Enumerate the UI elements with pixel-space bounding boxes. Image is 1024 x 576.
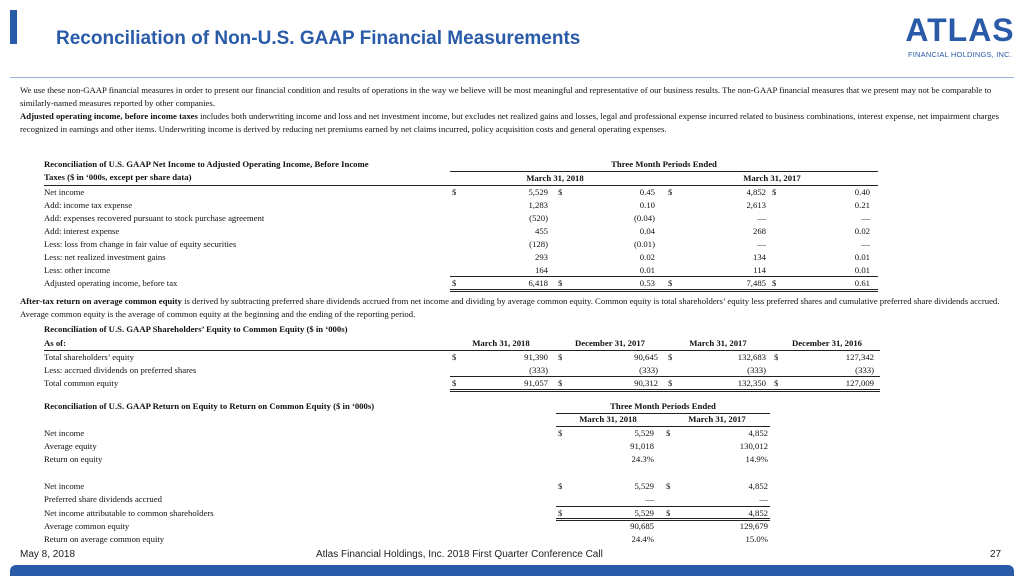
- row-label: Net income: [44, 481, 85, 491]
- row-label: Total common equity: [44, 378, 119, 388]
- equity-value: 132,350: [737, 378, 766, 388]
- per-share-2017: —: [861, 213, 870, 223]
- per-share-2018: 0.04: [639, 226, 655, 236]
- equity-value: 90,312: [634, 378, 658, 388]
- amount-2018: 1,283: [528, 200, 548, 210]
- currency-symbol: $: [666, 481, 671, 491]
- value-2018: 5,529: [634, 508, 654, 518]
- row-label: Net income attributable to common shareholders: [44, 508, 214, 518]
- equity-value: (333): [639, 365, 658, 375]
- currency-symbol: $: [558, 378, 563, 388]
- row-label: Adjusted operating income, before tax: [44, 278, 178, 288]
- logo-tagline: FINANCIAL HOLDINGS, INC.: [907, 50, 1013, 59]
- t2-title: Reconciliation of U.S. GAAP Shareholders’ Equity to Common Equity ($ in ‘000s): [44, 324, 348, 334]
- row-label: Return on equity: [44, 454, 103, 464]
- currency-symbol: $: [558, 508, 563, 518]
- currency-symbol: $: [558, 481, 563, 491]
- row-label: Average common equity: [44, 521, 130, 531]
- equity-value: 127,342: [845, 352, 874, 362]
- row-label: Less: net realized investment gains: [44, 252, 166, 262]
- t1-title-line2: Taxes ($ in ‘000s, except per share data): [44, 172, 192, 182]
- t2-asof: As of:: [44, 338, 66, 348]
- amount-2018: 5,529: [528, 187, 548, 197]
- value-2018: 5,529: [634, 428, 654, 438]
- t2-col-1: March 31, 2018: [472, 338, 530, 348]
- t1-col-2018: March 31, 2018: [526, 173, 584, 183]
- currency-symbol: $: [668, 352, 673, 362]
- value-2018: 24.4%: [631, 534, 654, 544]
- currency-symbol: $: [666, 508, 671, 518]
- t2-col-3: March 31, 2017: [689, 338, 747, 348]
- t3-row: [0, 493, 1024, 506]
- logo-wordmark: ATLAS: [905, 12, 1015, 48]
- t3-row: [0, 440, 1024, 453]
- per-share-2017: 0.01: [854, 252, 870, 262]
- per-share-2018: 0.01: [639, 265, 655, 275]
- row-label: Less: loss from change in fair value of equity securities: [44, 239, 237, 249]
- row-label: Preferred share dividends accrued: [44, 494, 162, 504]
- amount-2017: 268: [752, 226, 766, 236]
- currency-symbol: $: [452, 278, 457, 288]
- adjusted-income-text: includes both underwriting income and loss and net investment income, but excludes net realized gains and losses, legal and professional expense incurred related to business combinations, interest expense, net impairment charges recognized in earnings and other items. Underwriting income is derived by reducing net premiums earned by net claims incurred, policy acquisition costs and general operating expenses.: [20, 111, 999, 134]
- currency-symbol: $: [668, 187, 673, 197]
- amount-2017: —: [757, 213, 766, 223]
- footer-date: May 8, 2018: [20, 549, 76, 560]
- currency-symbol: $: [666, 428, 671, 438]
- value-2018: 5,529: [634, 481, 654, 491]
- per-share-2017: 0.21: [854, 200, 870, 210]
- per-share-2017: —: [861, 239, 870, 249]
- t3-row: [0, 507, 1024, 520]
- footer-title: Atlas Financial Holdings, Inc. 2018 First Quarter Conference Call: [316, 549, 603, 560]
- row-label: Less: other income: [44, 265, 111, 275]
- row-label: Net income: [44, 428, 85, 438]
- value-2018: 91,018: [630, 441, 654, 451]
- amount-2017: —: [757, 239, 766, 249]
- value-2017: 129,679: [739, 521, 768, 531]
- per-share-2018: (0.04): [634, 213, 655, 223]
- currency-symbol: $: [558, 428, 563, 438]
- amount-2017: 4,852: [746, 187, 766, 197]
- row-label: Return on average common equity: [44, 534, 165, 544]
- currency-symbol: $: [668, 378, 673, 388]
- roe-text: is derived by subtracting preferred share dividends accrued from net income and dividing by average common equity. Common equity is total shareholders’ equity less preferred shares and cumulative preferred share dividends accrued. Average common equity is the average of common equity at the beginning and the ending of the reporting period.: [20, 296, 1000, 319]
- amount-2017: 2,613: [746, 200, 766, 210]
- t3-row: [0, 533, 1024, 546]
- equity-value: (333): [747, 365, 766, 375]
- amount-2017: 7,485: [746, 278, 766, 288]
- row-label: Average equity: [44, 441, 97, 451]
- value-2018: 24.3%: [631, 454, 654, 464]
- per-share-2018: (0.01): [634, 239, 655, 249]
- value-2017: 4,852: [748, 481, 768, 491]
- t3-title: Reconciliation of U.S. GAAP Return on Equity to Return on Common Equity ($ in ‘000s): [44, 401, 375, 411]
- t3-subtotal-doubleline: [556, 518, 770, 521]
- equity-value: 91,390: [524, 352, 548, 362]
- t1-col-2017: March 31, 2017: [743, 173, 801, 183]
- currency-symbol: $: [772, 187, 777, 197]
- t3-period-header: Three Month Periods Ended: [610, 401, 716, 411]
- value-2018: 90,685: [630, 521, 654, 531]
- t2-col-4: December 31, 2016: [791, 338, 863, 348]
- equity-value: (333): [529, 365, 548, 375]
- per-share-2018: 0.10: [639, 200, 655, 210]
- row-label: Total shareholders’ equity: [44, 352, 134, 362]
- row-label: Add: income tax expense: [44, 200, 133, 210]
- value-2017: 15.0%: [745, 534, 768, 544]
- currency-symbol: $: [452, 378, 457, 388]
- footer-bar: [10, 565, 1014, 576]
- currency-symbol: $: [668, 278, 673, 288]
- t3-row: [0, 453, 1024, 466]
- amount-2018: (128): [529, 239, 548, 249]
- equity-value: (333): [855, 365, 874, 375]
- value-2017: 4,852: [748, 508, 768, 518]
- row-label: Add: expenses recovered pursuant to stock purchase agreement: [44, 213, 265, 223]
- t3-row: [0, 427, 1024, 440]
- t3-row: [0, 520, 1024, 533]
- t3-subtotal-topline: [556, 506, 770, 507]
- t1-period-header: Three Month Periods Ended: [611, 159, 717, 169]
- per-share-2018: 0.53: [639, 278, 655, 288]
- equity-value: 127,009: [845, 378, 874, 388]
- amount-2018: 164: [534, 265, 548, 275]
- row-label: Less: accrued dividends on preferred shares: [44, 365, 197, 375]
- value-2017: 4,852: [748, 428, 768, 438]
- currency-symbol: $: [452, 187, 457, 197]
- currency-symbol: $: [774, 378, 779, 388]
- page-number: 27: [990, 549, 1002, 560]
- t1-title-line1: Reconciliation of U.S. GAAP Net Income to Adjusted Operating Income, Before Income: [44, 159, 369, 169]
- per-share-2018: 0.45: [639, 187, 655, 197]
- currency-symbol: $: [774, 352, 779, 362]
- value-2017: 14.9%: [745, 454, 768, 464]
- row-label: Add: interest expense: [44, 226, 120, 236]
- amount-2018: 6,418: [528, 278, 548, 288]
- row-label: Net income: [44, 187, 85, 197]
- t3-col-2018: March 31, 2018: [579, 414, 637, 424]
- amount-2017: 134: [752, 252, 766, 262]
- currency-symbol: $: [558, 278, 563, 288]
- per-share-2018: 0.02: [639, 252, 655, 262]
- per-share-2017: 0.61: [854, 278, 870, 288]
- currency-symbol: $: [558, 352, 563, 362]
- roe-term: After-tax return on average common equity: [20, 296, 182, 306]
- amount-2018: 293: [534, 252, 548, 262]
- equity-value: 90,645: [634, 352, 658, 362]
- adjusted-income-term: Adjusted operating income, before income taxes: [20, 111, 198, 121]
- page-title: Reconciliation of Non-U.S. GAAP Financial Measurements: [56, 28, 581, 49]
- amount-2018: (520): [529, 213, 548, 223]
- amount-2018: 455: [534, 226, 548, 236]
- t2-col-2: December 31, 2017: [574, 338, 646, 348]
- value-2017: 130,012: [739, 441, 768, 451]
- t3-col-2017: March 31, 2017: [688, 414, 746, 424]
- equity-value: 91,057: [524, 378, 548, 388]
- t3-row: [0, 480, 1024, 493]
- per-share-2017: 0.40: [854, 187, 870, 197]
- equity-value: 132,683: [737, 352, 766, 362]
- currency-symbol: $: [558, 187, 563, 197]
- per-share-2017: 0.01: [854, 265, 870, 275]
- amount-2017: 114: [753, 265, 766, 275]
- intro-paragraph: We use these non-GAAP financial measures in order to present our financial condition and results of operations in the way we believe will be most meaningful and representative of our business results. The non-GAAP financial measures that we present may not be comparable to similarly-named measures reported by other companies.: [20, 85, 992, 108]
- value-2017: —: [759, 494, 768, 504]
- per-share-2017: 0.02: [854, 226, 870, 236]
- currency-symbol: $: [772, 278, 777, 288]
- currency-symbol: $: [452, 352, 457, 362]
- value-2018: —: [645, 494, 654, 504]
